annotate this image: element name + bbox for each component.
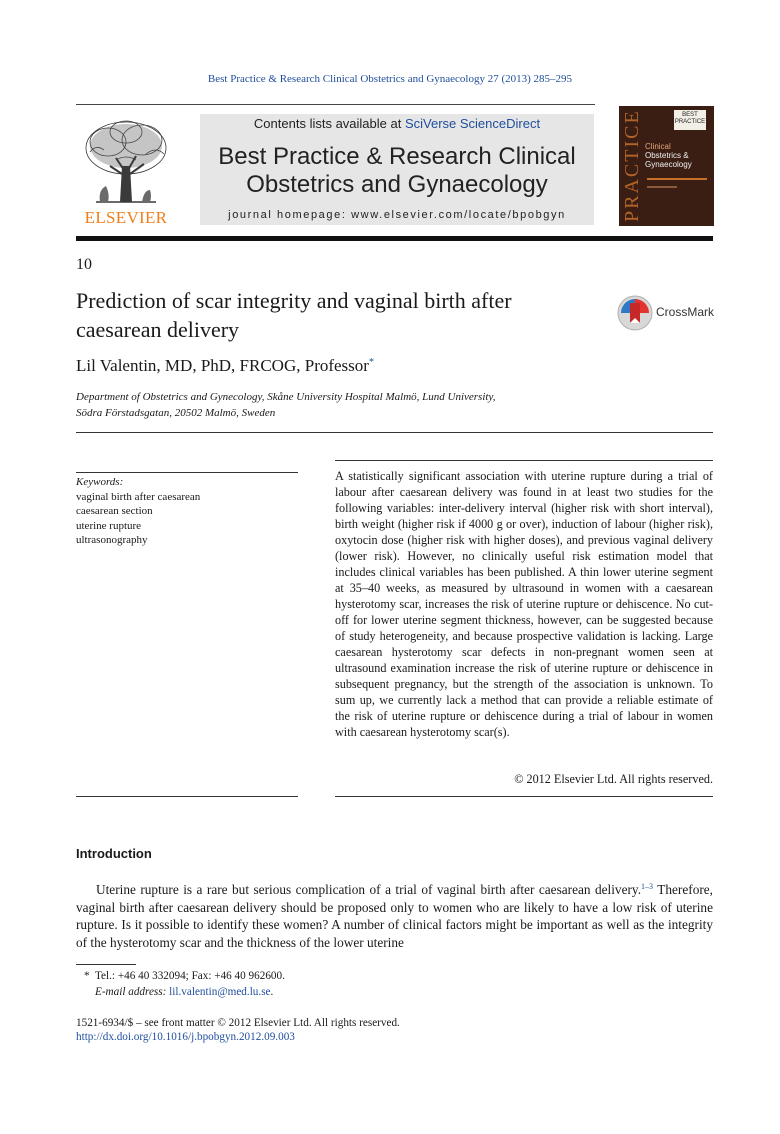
article-title: Prediction of scar integrity and vaginal birth after caesarean delivery [76, 288, 512, 342]
footnote-rule [76, 964, 136, 965]
reference-link[interactable]: 1–3 [641, 882, 654, 891]
intro-text-part1: Uterine rupture is a rare but serious complication of a trial of vaginal birth after caesarean delivery. [96, 882, 642, 897]
front-matter: 1521-6934/$ – see front matter © 2012 Elsevier Ltd. All rights reserved. [76, 1017, 400, 1029]
abstract-text: A statistically significant association with uterine rupture during a trial of labour after caesarean delivery was found in at least two studies for the following variables: inter-delivery interval (higher risk with short interval), birth weight (higher risk if 4000 g or over), induction of labour (higher risk), oxytocin dose (higher risk with higher doses), and previous vaginal delivery (lower risk). However, no clinically useful risk estimation model that includes clinical variables has been published. A thin lower uterine segment at 35–40 weeks, as measured by ultrasound in women with a caesarean hysterotomy scar, increases the risk of uterine rupture or dehiscence. No cut-off for lower uterine segment thickness, however, can be suggested because of study heterogeneity, and because prospective validation is lacking. Large caesarean hysterotomy scar defects in non-pregnant women seen at ultrasound examination increase the risk of uterine rupture or dehiscence in subsequent pregnancy, but the strength of the association is unknown. To sum up, we currently lack a method that can provide a reliable estimate of the risk of uterine rupture or dehiscence during a trial of labour in women with caesarean hysterotomy scar(s). [335, 469, 713, 739]
footnote-phone: Tel.: +46 40 332094; Fax: +46 40 962600. [95, 970, 285, 982]
contents-line [200, 116, 594, 131]
email-suffix: . [270, 986, 274, 998]
author-line [76, 356, 374, 376]
keyword-item: ultrasonography [76, 534, 148, 546]
affiliation-line2: Södra Förstadsgatan, 20502 Malmö, Sweden [76, 407, 276, 419]
header-rule [76, 104, 595, 105]
journal-title-line2: Obstetrics and Gynaecology [246, 171, 548, 198]
cover-title-line2: Obstetrics & [645, 151, 689, 160]
abstract-copyright: © 2012 Elsevier Ltd. All rights reserved. [514, 772, 713, 786]
author-footnote-mark[interactable]: * [368, 357, 374, 368]
footnote-mark: * [84, 970, 90, 982]
journal-cover-thumbnail [619, 106, 714, 226]
footnote-email [95, 984, 273, 1000]
abstract-rule-top [335, 460, 713, 461]
keywords-rule-top [76, 472, 298, 473]
section-heading: Introduction [76, 846, 152, 861]
affiliation-line1: Department of Obstetrics and Gynecology, Skåne University Hospital Malmö, Lund University, [76, 391, 496, 403]
cover-title [645, 142, 711, 169]
abstract-rule-bottom [335, 796, 713, 797]
cover-decor-bar [647, 178, 707, 180]
crossmark-icon [617, 295, 657, 331]
author-name: Lil Valentin, MD, PhD, FRCOG, Professor [76, 356, 369, 375]
journal-citation[interactable]: Best Practice & Research Clinical Obstetrics and Gynaecology 27 (2013) 285–295 [207, 73, 573, 85]
email-link[interactable]: lil.valentin@med.lu.se [169, 986, 271, 998]
publisher-wordmark: ELSEVIER [84, 208, 168, 227]
article-number: 10 [76, 256, 92, 273]
doi-link[interactable]: http://dx.doi.org/10.1016/j.bpobgyn.2012.09.003 [76, 1031, 295, 1043]
journal-homepage[interactable]: journal homepage: www.elsevier.com/locate/bpobgyn [228, 209, 566, 221]
section-rule [76, 432, 713, 433]
crossmark-label[interactable]: CrossMark [656, 305, 715, 319]
keywords-rule-bottom [76, 796, 298, 797]
cover-title-line3: Gynaecology [645, 160, 692, 169]
keywords-label: Keywords: [76, 476, 124, 488]
journal-title-line1: Best Practice & Research Clinical [218, 143, 576, 170]
email-label: E-mail address: [95, 986, 167, 998]
keyword-item: vaginal birth after caesarean [76, 490, 201, 503]
journal-title [200, 143, 594, 199]
sciencedirect-link[interactable]: SciVerse ScienceDirect [404, 116, 541, 131]
cover-best-badge: BEST PRACTICE [674, 110, 706, 130]
cover-decor-bar [647, 186, 677, 188]
cover-title-line1: Clinical [645, 142, 671, 151]
keywords-box [76, 475, 298, 548]
intro-text-part2: Therefore, vaginal birth after caesarean delivery should be proposed only to women who are likely to have a low risk of uterine rupture. Is it possible to identify these women? A number of clinical factors might be important as well as the integrity of the hysterotomy scar and the thickness of the lower uterine [76, 882, 713, 950]
header-thick-rule [76, 236, 713, 241]
keyword-item: caesarean section [76, 505, 153, 517]
affiliation [76, 389, 596, 421]
cover-vertical-text: PRACTICE [621, 109, 643, 222]
keyword-item: uterine rupture [76, 519, 142, 532]
introduction-paragraph [76, 878, 713, 951]
contents-prefix: Contents lists available at [253, 116, 405, 131]
footnote-contact [84, 968, 285, 984]
